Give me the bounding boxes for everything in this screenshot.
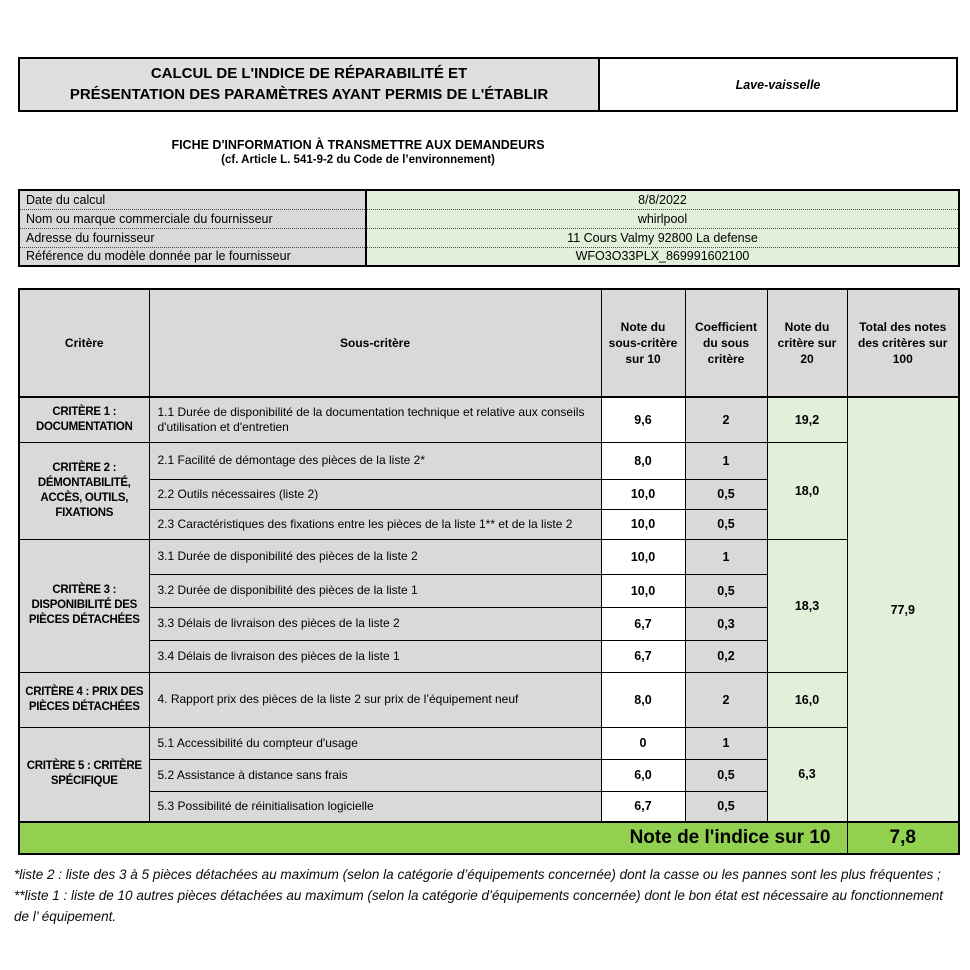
subscore-3-2: 10,0 bbox=[601, 574, 685, 607]
info-value-brand: whirlpool bbox=[366, 209, 959, 228]
subscore-3-4: 6,7 bbox=[601, 640, 685, 672]
criterion-2-note20: 18,0 bbox=[767, 442, 847, 539]
footnotes-block bbox=[14, 864, 958, 927]
info-row-date bbox=[19, 190, 959, 209]
subcriterion-3-2-label: 3.2 Durée de disponibilité des pièces de la liste 1 bbox=[149, 574, 601, 607]
document-title-line1: CALCUL DE L'INDICE DE RÉPARABILITÉ ET bbox=[150, 65, 468, 82]
info-label-date: Date du calcul bbox=[19, 190, 366, 209]
subscore-3-3: 6,7 bbox=[601, 607, 685, 640]
subcriterion-2-2-label: 2.2 Outils nécessaires (liste 2) bbox=[149, 479, 601, 509]
total-score-cell: 77,9 bbox=[847, 397, 959, 822]
subscore-5-2: 6,0 bbox=[601, 759, 685, 791]
subtitle-line2: (cf. Article L. 541-9-2 du Code de l’environnement) bbox=[221, 154, 495, 166]
coefficient-5-1: 1 bbox=[685, 727, 767, 759]
subscore-1-1: 9,6 bbox=[601, 397, 685, 442]
document-title-line2: PRÉSENTATION DES PARAMÈTRES AYANT PERMIS DE L'ÉTABLIR bbox=[69, 86, 549, 103]
col-header-critere: Critère bbox=[19, 289, 149, 397]
subcriterion-4-label: 4. Rapport prix des pièces de la liste 2 sur prix de l’équipement neuf bbox=[149, 672, 601, 727]
col-header-coefficient: Coefficient du sous critère bbox=[685, 289, 767, 397]
subcriterion-1-1-label: 1.1 Durée de disponibilité de la documentation technique et relative aux conseils d'utilisation et d'entretien bbox=[149, 397, 601, 442]
info-label-address: Adresse du fournisseur bbox=[19, 228, 366, 247]
criterion-4-cell: CRITÈRE 4 : PRIX DES PIÈCES DÉTACHÉES bbox=[19, 672, 149, 727]
criterion-3-cell: CRITÈRE 3 : DISPONIBILITÉ DES PIÈCES DÉTACHÉES bbox=[19, 539, 149, 672]
info-row-brand bbox=[19, 209, 959, 228]
info-value-address: 11 Cours Valmy 92800 La defense bbox=[366, 228, 959, 247]
supplier-info-table bbox=[18, 189, 960, 267]
subtitle-line1: FICHE D'INFORMATION À TRANSMETTRE AUX DEMANDEURS bbox=[171, 138, 545, 152]
subscore-5-1: 0 bbox=[601, 727, 685, 759]
criterion-5-cell: CRITÈRE 5 : CRITÈRE SPÉCIFIQUE bbox=[19, 727, 149, 822]
subscore-2-2: 10,0 bbox=[601, 479, 685, 509]
subcriterion-3-1-label: 3.1 Durée de disponibilité des pièces de la liste 2 bbox=[149, 539, 601, 574]
final-score-row bbox=[19, 822, 959, 854]
info-row-reference bbox=[19, 247, 959, 266]
row-1-1 bbox=[19, 397, 959, 442]
subscore-4: 8,0 bbox=[601, 672, 685, 727]
col-header-total: Total des notes des critères sur 100 bbox=[847, 289, 959, 397]
coefficient-3-4: 0,2 bbox=[685, 640, 767, 672]
criterion-1-note20: 19,2 bbox=[767, 397, 847, 442]
subcriterion-2-3-label: 2.3 Caractéristiques des fixations entre les pièces de la liste 1** et de la liste 2 bbox=[149, 509, 601, 539]
product-type-cell bbox=[600, 57, 958, 112]
score-table-header-row bbox=[19, 289, 959, 397]
subcriterion-5-3-label: 5.3 Possibilité de réinitialisation logicielle bbox=[149, 791, 601, 822]
final-score-label: Note de l'indice sur 10 bbox=[19, 822, 847, 854]
subcriterion-2-1-label: 2.1 Facilité de démontage des pièces de la liste 2* bbox=[149, 442, 601, 479]
document-title bbox=[18, 57, 600, 112]
coefficient-4: 2 bbox=[685, 672, 767, 727]
row-3-1 bbox=[19, 539, 959, 574]
coefficient-5-3: 0,5 bbox=[685, 791, 767, 822]
subscore-5-3: 6,7 bbox=[601, 791, 685, 822]
subcriterion-3-3-label: 3.3 Délais de livraison des pièces de la liste 2 bbox=[149, 607, 601, 640]
coefficient-3-3: 0,3 bbox=[685, 607, 767, 640]
subscore-2-3: 10,0 bbox=[601, 509, 685, 539]
criterion-1-cell: CRITÈRE 1 : DOCUMENTATION bbox=[19, 397, 149, 442]
criterion-5-note20: 6,3 bbox=[767, 727, 847, 822]
col-header-note-critere: Note du critère sur 20 bbox=[767, 289, 847, 397]
subcriterion-5-2-label: 5.2 Assistance à distance sans frais bbox=[149, 759, 601, 791]
criterion-2-cell: CRITÈRE 2 : DÉMONTABILITÉ, ACCÈS, OUTILS, FIXATIONS bbox=[19, 442, 149, 539]
info-label-brand: Nom ou marque commerciale du fournisseur bbox=[19, 209, 366, 228]
subscore-3-1: 10,0 bbox=[601, 539, 685, 574]
coefficient-1-1: 2 bbox=[685, 397, 767, 442]
col-header-sous-critere: Sous-critère bbox=[149, 289, 601, 397]
criterion-3-note20: 18,3 bbox=[767, 539, 847, 672]
coefficient-3-1: 1 bbox=[685, 539, 767, 574]
info-row-address bbox=[19, 228, 959, 247]
coefficient-2-1: 1 bbox=[685, 442, 767, 479]
coefficient-2-3: 0,5 bbox=[685, 509, 767, 539]
subtitle-block bbox=[18, 138, 698, 166]
info-label-reference: Référence du modèle donnée par le fournisseur bbox=[19, 247, 366, 266]
repairability-score-table bbox=[18, 288, 960, 855]
info-value-date: 8/8/2022 bbox=[366, 190, 959, 209]
coefficient-3-2: 0,5 bbox=[685, 574, 767, 607]
col-header-note-sous-critere: Note du sous-critère sur 10 bbox=[601, 289, 685, 397]
criterion-4-note20: 16,0 bbox=[767, 672, 847, 727]
row-2-1 bbox=[19, 442, 959, 479]
footnote-liste1: **liste 1 : liste de 10 autres pièces détachées au maximum (selon la catégorie d’équipements concernée) dont le bon état est nécessaire au fonctionnement de l’ équipement. bbox=[14, 888, 944, 924]
subcriterion-5-1-label: 5.1 Accessibilité du compteur d'usage bbox=[149, 727, 601, 759]
row-4 bbox=[19, 672, 959, 727]
subscore-2-1: 8,0 bbox=[601, 442, 685, 479]
info-value-reference: WFO3O33PLX_869991602100 bbox=[366, 247, 959, 266]
final-score-value: 7,8 bbox=[847, 822, 959, 854]
footnote-liste2: *liste 2 : liste des 3 à 5 pièces détachées au maximum (selon la catégorie d’équipements concernée) dont la casse ou les pannes sont les plus fréquentes ; bbox=[14, 867, 941, 882]
coefficient-5-2: 0,5 bbox=[685, 759, 767, 791]
title-bar bbox=[18, 57, 958, 112]
coefficient-2-2: 0,5 bbox=[685, 479, 767, 509]
product-type-label: Lave-vaisselle bbox=[735, 77, 821, 92]
subcriterion-3-4-label: 3.4 Délais de livraison des pièces de la liste 1 bbox=[149, 640, 601, 672]
row-5-1 bbox=[19, 727, 959, 759]
